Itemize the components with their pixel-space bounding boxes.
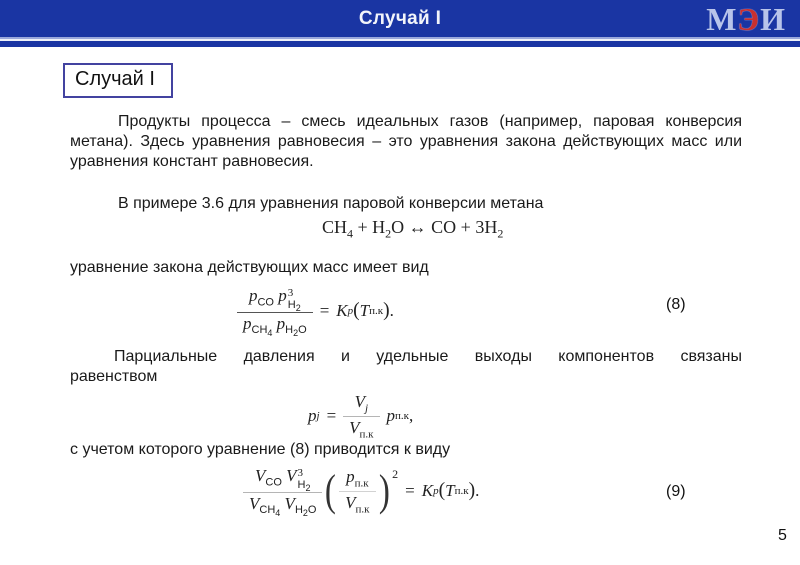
fraction-volume-yields [243,465,322,518]
fraction-volumes: $\frac{V_j}{V_{п.к}}$ [343,391,379,441]
fraction-numerator: $p_{CO}$ p 3 $H_2$ [248,285,301,313]
right-parenthesis: ) [378,466,390,515]
equation-partial-pressure-relation: p j = $\frac{V_j}{V_{п.к}}$ p п.к , [308,392,414,440]
reaction-token: + H [353,217,386,237]
equals-sign: = [319,301,330,320]
slide-title: Случай I [75,68,155,90]
transform-caption: с учетом которого уравнение (8) приводится к виду [70,441,451,458]
header-title: Случай I [358,8,442,29]
fraction-pressures [237,285,313,338]
squared-exponent: 2 [392,466,399,481]
equals-sign: = [405,481,415,500]
logo-letter-e: Э [737,1,761,37]
reaction-token: O ↔ CO + 3H [391,217,498,237]
reaction-subscript: 4 [347,226,354,241]
logo-letter-i: И [760,1,786,37]
paragraph-partial-line1: Парциальные давления и удельные выходы компонентов связаны [114,348,742,365]
slide-title-box [63,63,173,98]
header-divider-white [0,39,800,41]
equation-9-transformed: $V_{CO}$ V 3 $H_2$ $V_{CH_4}$ $V_{H_2O}$ ( $\frac{p_{п.к}}{V_{п.к}}$ ) 2 = K p ( T п.к ) . [243,459,479,523]
equals-sign: = [326,406,337,425]
equation-number-8: (8) [666,296,686,313]
paragraph-partial-pressures [70,347,742,387]
reaction-subscript: 2 [497,226,504,241]
slide-header-bar [0,0,800,47]
paragraph-intro-text: Продукты процесса – смесь идеальных газов (например, паровая конверсия метана). Здесь уравнения равновесия – это уравнения закона действующих масс или уравнения констант равновесия. [70,113,742,170]
equation-8-law-of-mass-action: $p_{CO}$ p 3 $H_2$ $p_{CH_4}$ $p_{H_2O}$ = K p ( T п.к ) . [237,281,394,341]
logo-letter-m: М [706,1,738,37]
mei-logo [706,1,786,38]
equation-number-9: (9) [666,483,686,500]
paragraph-intro [70,112,742,172]
fraction-denominator: $p_{CH_4}$ $p_{H_2O}$ [237,312,313,337]
equilibrium-constant: K [421,481,434,500]
fraction-pressure-volume: $\frac{p_{п.к}}{V_{п.к}}$ [339,466,375,516]
paragraph-example-text: В примере 3.6 для уравнения паровой конверсии метана [118,195,544,212]
reaction-token: CH [322,217,348,237]
fraction-denominator: $V_{CH_4}$ $V_{H_2O}$ [243,492,322,517]
equilibrium-constant: K [336,301,348,320]
law-of-mass-action-caption: уравнение закона действующих масс имеет вид [70,259,429,276]
reaction-subscript: 2 [385,226,392,241]
page-number: 5 [778,527,787,544]
chemical-reaction-equation [322,217,503,242]
paragraph-partial-line2: равенством [70,368,158,385]
left-parenthesis: ( [325,466,337,515]
fraction-numerator: $V_{CO}$ V 3 $H_2$ [254,465,311,493]
paragraph-example [70,194,742,214]
